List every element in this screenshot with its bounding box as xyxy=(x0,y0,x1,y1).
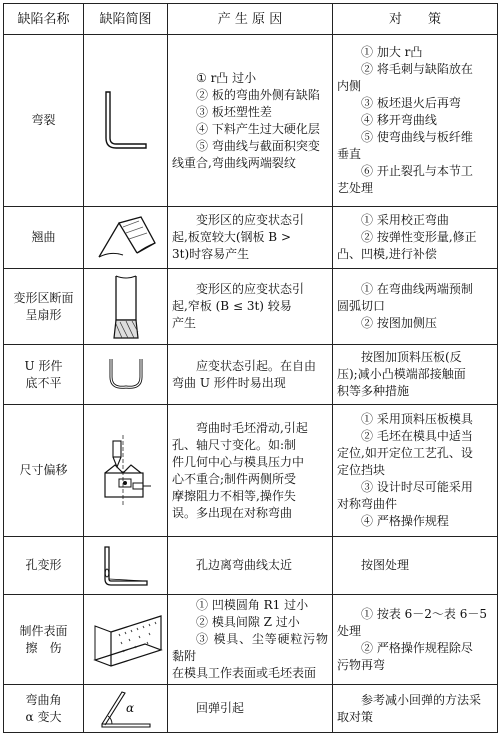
fix-line: 对称弯曲件 xyxy=(337,497,398,511)
defect-name-cell xyxy=(4,405,84,537)
defect-figure-cell xyxy=(84,685,168,733)
fix-line: 污物再弯 xyxy=(337,657,386,672)
fix-line: 压);减小凸模端部接触面 xyxy=(337,367,466,381)
defect-name: 孔变形 xyxy=(25,558,62,572)
defect-name: 底不平 xyxy=(25,375,62,390)
fix-cell xyxy=(333,595,498,685)
fix-line: ⑤ 使弯曲线与板纤维 xyxy=(361,130,473,144)
defect-figure-cell xyxy=(84,207,168,269)
cause-line: 产生 xyxy=(172,316,197,330)
fix-cell xyxy=(333,537,498,595)
fix-line: 圆弧切口 xyxy=(337,299,386,313)
cause-line: ① 凹模圆角 R1 过小 xyxy=(196,598,309,612)
cause-line: ② 板的弯曲外侧有缺陷 xyxy=(196,87,320,102)
cause-cell xyxy=(168,35,333,207)
header-cause: 产 生 原 因 xyxy=(168,4,333,35)
cause-cell xyxy=(168,537,333,595)
table-row xyxy=(4,207,498,269)
fix-line: 艺处理 xyxy=(337,181,374,195)
fix-line: ② 按图加侧压 xyxy=(361,316,437,330)
cause-cell xyxy=(168,595,333,685)
scratched-surface-figure xyxy=(89,612,163,668)
cause-cell xyxy=(168,405,333,537)
defect-table xyxy=(3,3,498,733)
defect-name-cell xyxy=(4,345,84,405)
fix-line: ② 按弹性变形量,修正 xyxy=(361,230,477,244)
defect-name: 尺寸偏移 xyxy=(19,463,68,477)
fix-line: ② 毛坯在模具中适当 xyxy=(361,429,473,443)
fix-cell xyxy=(333,35,498,207)
fix-line: 积等多种措施 xyxy=(337,384,410,398)
defect-name-cell xyxy=(4,207,84,269)
defect-figure-cell xyxy=(84,405,168,537)
cause-line: ⑤ 弯曲线与截面积突变 xyxy=(196,138,320,153)
fix-line: 取对策 xyxy=(337,709,374,724)
defect-name: 弯裂 xyxy=(31,113,56,127)
fix-line: ① 按表 6－2～表 6－5 xyxy=(361,606,487,621)
fix-line: 处理 xyxy=(337,623,362,638)
fix-line: 参考减小回弹的方法采 xyxy=(361,692,482,707)
fix-line: ③ 板坯退火后再弯 xyxy=(361,96,461,110)
cause-line: ② 模具间隙 Z 过小 xyxy=(196,615,300,629)
cause-line: 起,窄板 (B ≤ 3t) 较易 xyxy=(172,299,292,313)
cause-line: 变形区的应变状态引 xyxy=(196,282,305,296)
defect-name-cell xyxy=(4,595,84,685)
fix-cell xyxy=(333,207,498,269)
fix-cell xyxy=(333,345,498,405)
table-row xyxy=(4,685,498,733)
header-countermeasure: 对 策 xyxy=(333,4,498,35)
defect-figure-cell xyxy=(84,595,168,685)
springback-angle-figure xyxy=(96,688,156,730)
fix-cell xyxy=(333,269,498,345)
table-row xyxy=(4,345,498,405)
cause-cell xyxy=(168,685,333,733)
fix-line: 垂直 xyxy=(337,147,362,161)
fix-line: ① 在弯曲线两端预制 xyxy=(361,282,473,296)
cause-line: ④ 下料产生过大硬化层 xyxy=(196,121,320,136)
fix-cell xyxy=(333,405,498,537)
cause-line: 线重合,弯曲线两端裂纹 xyxy=(172,155,296,170)
fix-line: 定位挡块 xyxy=(337,463,386,477)
cause-cell xyxy=(168,207,333,269)
die-offset-figure xyxy=(99,433,153,509)
cause-line: ③ 板坯塑性差 xyxy=(196,104,272,119)
table-row xyxy=(4,35,498,207)
table-row xyxy=(4,595,498,685)
fix-line: 凸、凹模,进行补偿 xyxy=(337,247,437,261)
defect-name: α 变大 xyxy=(25,709,62,724)
cause-line: 弯曲 U 形件时易出现 xyxy=(172,375,286,390)
table-row xyxy=(4,269,498,345)
header-row xyxy=(4,4,498,35)
bent-angle-crack-figure xyxy=(96,86,156,156)
cause-line: ① r凸 过小 xyxy=(196,70,257,85)
fix-line: ① 采用顶料压板模具 xyxy=(361,412,473,426)
cause-line: 误。多出现在对称弯曲 xyxy=(172,505,293,520)
defect-figure-cell xyxy=(84,345,168,405)
fix-line: ① 加大 r凸 xyxy=(361,45,423,59)
fix-cell xyxy=(333,685,498,733)
defect-figure-cell xyxy=(84,269,168,345)
cause-line: ③ 模具、尘等硬粒污物黏附 xyxy=(172,632,328,663)
fix-line: ① 采用校正弯曲 xyxy=(361,213,449,227)
fix-line: ② 将毛刺与缺陷放在 xyxy=(361,62,473,76)
cause-line: 回弹引起 xyxy=(196,701,245,715)
fix-line: ③ 设计时尽可能采用 xyxy=(361,480,473,494)
defect-name-cell xyxy=(4,537,84,595)
table-row xyxy=(4,405,498,537)
fix-line: ④ 严格操作规程 xyxy=(361,514,449,528)
header-defect-name: 缺陷名称 xyxy=(4,4,84,35)
defect-name: 弯曲角 xyxy=(25,692,62,707)
defect-name: 变形区断面 xyxy=(13,290,74,305)
header-defect-figure: 缺陷简图 xyxy=(84,4,168,35)
defect-name-cell xyxy=(4,35,84,207)
fan-section-figure xyxy=(106,272,146,342)
defect-name-cell xyxy=(4,269,84,345)
defect-name: 制件表面 xyxy=(19,623,68,638)
cause-line: 弯曲时毛坯滑动,引起 xyxy=(196,420,308,435)
cause-line: 件几何中心与模具压力中 xyxy=(172,454,305,469)
cause-line: 起,板宽较大(钢板 B > xyxy=(172,230,291,244)
cause-line: 孔边离弯曲线太近 xyxy=(196,558,293,572)
defect-name: U 形件 xyxy=(24,358,63,373)
cause-line: 心不重合;制件两侧所受 xyxy=(172,471,297,486)
cause-line: 摩擦阻力不相等,操作失 xyxy=(172,488,296,503)
u-part-figure xyxy=(101,355,151,395)
defect-name: 翘曲 xyxy=(31,230,56,244)
defect-figure-cell xyxy=(84,537,168,595)
fix-line: ⑥ 开止裂孔与本节工 xyxy=(361,164,473,178)
defect-name-cell xyxy=(4,685,84,733)
cause-line: 3t)时容易产生 xyxy=(172,247,250,261)
defect-name: 呈扇形 xyxy=(25,307,62,322)
cause-cell xyxy=(168,269,333,345)
fix-line: 内侧 xyxy=(337,79,362,93)
angle-alpha-label: α xyxy=(125,700,134,715)
cause-line: 应变状态引起。在自由 xyxy=(196,358,317,373)
table-row xyxy=(4,537,498,595)
defect-name: 擦 伤 xyxy=(25,640,62,655)
hole-deform-figure xyxy=(99,543,153,589)
cause-cell xyxy=(168,345,333,405)
defect-figure-cell xyxy=(84,35,168,207)
cause-line: 在模具工作表面或毛坯表面 xyxy=(172,666,317,680)
warped-saddle-figure xyxy=(93,213,159,263)
fix-line: 按图处理 xyxy=(361,558,410,572)
fix-line: 定位,如开定位工艺孔、设 xyxy=(337,446,473,460)
fix-line: ② 严格操作规程除尽 xyxy=(361,640,473,655)
cause-line: 孔、轴尺寸变化。如:制 xyxy=(172,437,297,452)
fix-line: 按图加顶料压板(反 xyxy=(361,350,462,364)
fix-line: ④ 移开弯曲线 xyxy=(361,113,437,127)
cause-line: 变形区的应变状态引 xyxy=(196,213,305,227)
